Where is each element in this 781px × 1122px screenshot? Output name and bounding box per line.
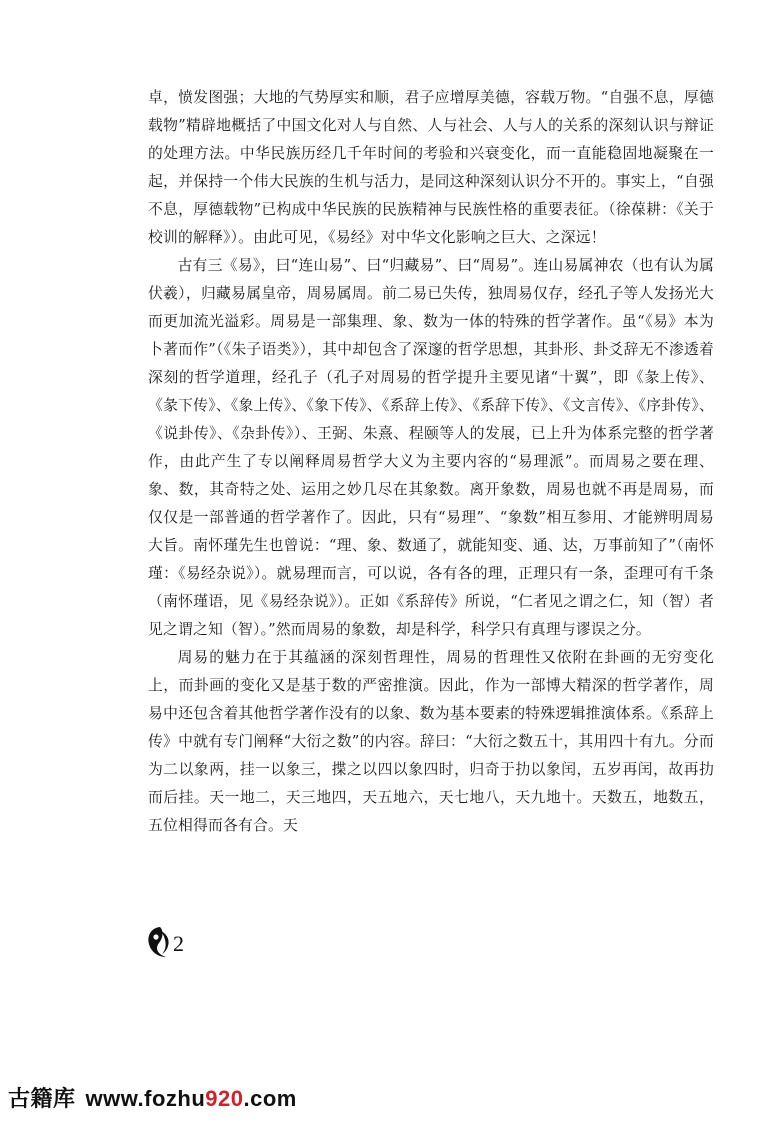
page-footer — [146, 924, 184, 960]
page-number: 2 — [173, 931, 184, 956]
watermark-url-highlight: 920 — [205, 1086, 244, 1111]
watermark-url-prefix: www.fozhu — [85, 1086, 206, 1111]
paragraph-zhouyi-charm: 周易的魅力在于其蕴涵的深刻哲理性，周易的哲理性又依附在卦画的无穷变化上，而卦画的变化又是基于数的严密推演。因此，作为一部博大精深的哲学著作，周易中还包含着其他哲学著作没有的以象、数为基本要素的特殊逻辑推演体系。《系辞上传》中就有专门阐释“大衍之数”的内容。辞曰：“大衍之数五十，其用四十有九。分而为二以象两，挂一以象三，揲之以四以象四时，归奇于扐以象闰，五岁再闰，故再扐而后挂。天一地二，天三地四，天五地六，天七地八，天九地十。天数五，地数五，五位相得而各有合。天 — [148, 649, 714, 834]
yin-yang-icon — [146, 925, 172, 959]
site-watermark — [8, 1082, 297, 1113]
watermark-site-name: 古籍库 — [8, 1086, 76, 1111]
paragraph-continuation: 卓，愤发图强；大地的气势厚实和顺，君子应增厚美德，容载万物。“自强不息，厚德载物”精辟地概括了中国文化对人与自然、人与社会、人与人的关系的深刻认识与辩证的处理方法。中华民族历经几千年时间的考验和兴衰变化，而一直能稳固地凝聚在一起，并保持一个伟大民族的生机与活力，是同这种深刻认识分不开的。事实上，“自强不息，厚德载物”已构成中华民族的民族精神与民族性格的重要表征。（徐葆耕：《关于校训的解释》）。由此可见，《易经》对中华文化影响之巨大、之深远！ — [148, 89, 714, 246]
paragraph-three-yi: 古有三《易》，曰“连山易”、曰“归藏易”、曰“周易”。连山易属神农（也有认为属伏羲），归藏易属皇帝，周易属周。前二易已失传，独周易仅存，经孔子等人发扬光大而更加流光溢彩。周易是一部集理、象、数为一体的特殊的哲学著作。虽“《易》本为卜著而作”（《朱子语类》），其中却包含了深邃的哲学思想，其卦形、卦爻辞无不渗透着深刻的哲学道理，经孔子（孔子对周易的哲学提升主要见诸“十翼”，即《彖上传》、《彖下传》、《象上传》、《象下传》、《系辞上传》、《系辞下传》、《文言传》、《序卦传》、《说卦传》、《杂卦传》）、王弼、朱熹、程颐等人的发展，已上升为体系完整的哲学著作，由此产生了专以阐释周易哲学大义为主要内容的“易理派”。而周易之要在理、象、数，其奇特之处、运用之妙几尽在其象数。离开象数，周易也就不再是周易，而仅仅是一部普通的哲学著作了。因此，只有“易理”、“象数”相互参用、才能辨明周易大旨。南怀瑾先生也曾说：“理、象、数通了，就能知变、通、达，万事前知了”（南怀瑾：《易经杂说》）。就易理而言，可以说，各有各的理，正理只有一条，歪理可有千条（南怀瑾语，见《易经杂说》）。正如《系辞传》所说，“仁者见之谓之仁，知（智）者见之谓之知（智）。”然而周易的象数，却是科学，科学只有真理与谬误之分。 — [148, 257, 714, 638]
page-body — [148, 84, 714, 840]
watermark-url-suffix: .com — [243, 1086, 297, 1111]
